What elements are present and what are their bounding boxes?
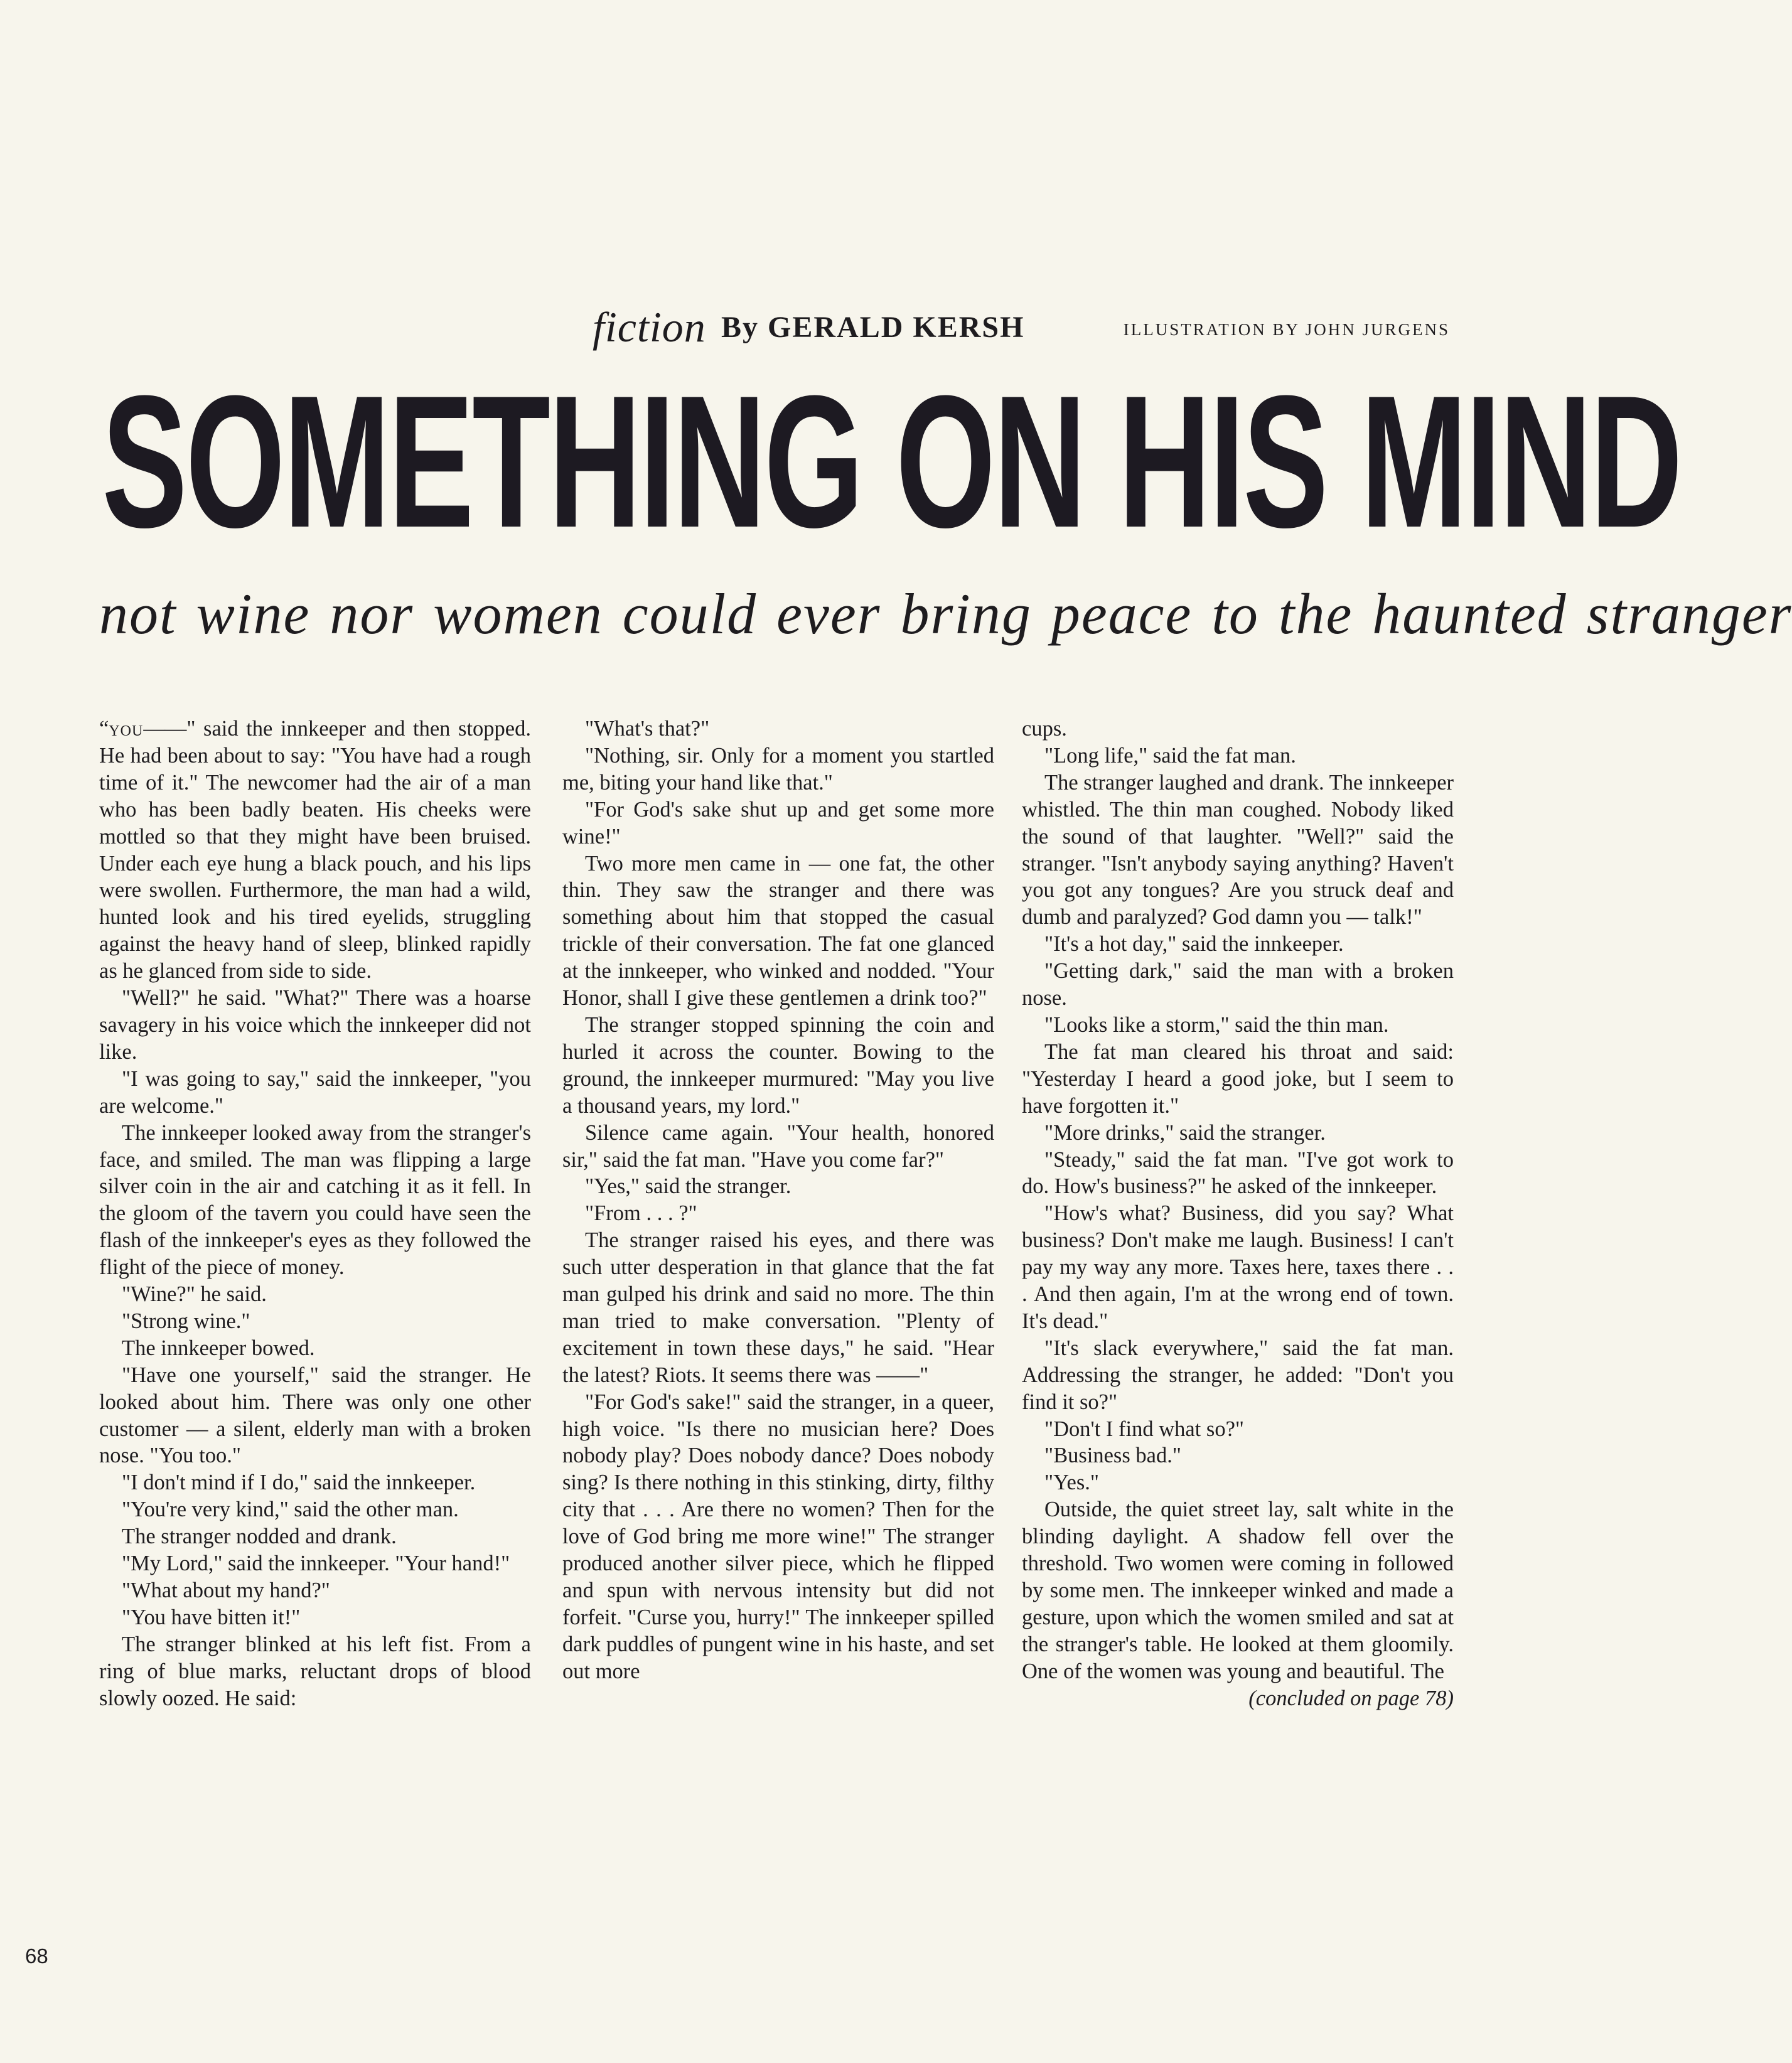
page-number: 68	[25, 1944, 48, 1968]
paragraph: "More drinks," said the stranger.	[1044, 1120, 1326, 1145]
paragraph: "How's what? Business, did you say? What business? Don't make me laugh. Business! I can't pay my way any more. Taxes here, taxes there . . . And then again, I'm at the wrong end of town. It's dead."	[1022, 1201, 1454, 1333]
headline-container	[0, 356, 1681, 567]
paragraph: "You have bitten it!"	[122, 1605, 301, 1629]
paragraph: The innkeeper looked away from the stranger's face, and smiled. The man was flipping a large silver coin in the air and catching it as it fell. In the gloom of the tavern you could have seen the flash of the innkeeper's eyes as they followed the flight of the piece of money.	[99, 1120, 531, 1280]
paragraph: "It's slack everywhere," said the fat man. Addressing the stranger, he added: "Don't you find it so?"	[1022, 1336, 1454, 1414]
paragraph: The innkeeper bowed.	[122, 1336, 315, 1360]
paragraph: "What about my hand?"	[122, 1578, 330, 1602]
paragraph: "I was going to say," said the innkeeper, "you are welcome."	[99, 1066, 531, 1118]
paragraph-continuation: cups.	[1022, 717, 1067, 741]
continued-note: (concluded on page 78)	[1248, 1686, 1454, 1710]
paragraph: "Well?" he said. "What?" There was a hoarse savagery in his voice which the innkeeper did not like.	[99, 986, 531, 1064]
paragraph: "Don't I find what so?"	[1044, 1417, 1244, 1441]
paragraph: The stranger raised his eyes, and there was such utter desperation in that glance that the fat man gulped his drink and said no more. The thin man tried to make conversation. "Plenty of excitement in town these days," he said. "Hear the latest? Riots. It seems there was ——"	[562, 1228, 994, 1387]
paragraph: Two more men came in — one fat, the other thin. They saw the stranger and there was something about him that stopped the casual trickle of their conversation. The fat one glanced at the innkeeper, who winked and nodded. "Your Honor, shall I give these gentlemen a drink too?"	[562, 851, 994, 1010]
paragraph: Outside, the quiet street lay, salt white in the blinding daylight. A shadow fell over the threshold. Two women were coming in followed by some men. The innkeeper winked and made a gesture, upon which the women smiled and sat at the stranger's table. He looked at them gloomily. One of the women was young and beautiful. The	[1022, 1498, 1454, 1683]
paragraph: "For God's sake!" said the stranger, in a queer, high voice. "Is there no musician here? Does nobody play? Does nobody dance? Does nobody sing? Is there nothing in this stinking, dirty, filthy city that . . . Are there no women? Then for the love of God bring me more wine!" The stranger produced another silver piece, which he flipped and spun with nervous intensity but did not forfeit. "Curse you, hurry!" The innkeeper spilled dark puddles of pungent wine in his haste, and set out more	[562, 1390, 994, 1683]
paragraph: "From . . . ?"	[585, 1201, 697, 1226]
paragraph: The stranger laughed and drank. The innkeeper whistled. The thin man coughed. Nobody liked the sound of that laughter. "Well?" said the stranger. "Isn't anybody saying anything? Haven't you got any tongues? Are you struck deaf and dumb and paralyzed? God damn you — talk!"	[1022, 770, 1454, 930]
headline: SOMETHING ON HIS MIND	[102, 356, 1681, 567]
column-2	[562, 715, 994, 1685]
lead-text: ——" said the innkeeper and then stopped. He had been about to say: "You have had a rough time of it." The newcomer had the air of a man who has been badly beaten. His cheeks were mottled so that they might have been bruised. Under each eye hung a black pouch, and his lips were swollen. Furthermore, the man had a wild, hunted look and his tired eyelids, struggling against the heavy hand of sleep, blinked rapidly as he glanced from side to side.	[99, 717, 531, 983]
paragraph: "Getting dark," said the man with a broken nose.	[1022, 959, 1454, 1010]
illustration-credit: ILLUSTRATION BY JOHN JURGENS	[1123, 320, 1450, 339]
lead-paragraph: “you——" said the innkeeper and then stopped. He had been about to say: "You have had a rough time of it." The newcomer had the air of a man who has been badly beaten. His cheeks were mottled so that they might have been bruised. Under each eye hung a black pouch, and his lips were swollen. Furthermore, the man had a wild, hunted look and his tired eyelids, struggling against the heavy hand of sleep, blinked rapidly as he glanced from side to side.	[99, 717, 531, 983]
paragraph: The stranger blinked at his left fist. From a ring of blue marks, reluctant drops of blood slowly oozed. He said:	[99, 1632, 531, 1710]
paragraph: "My Lord," said the innkeeper. "Your hand!"	[122, 1551, 510, 1576]
paragraph: "Wine?" he said.	[122, 1282, 267, 1307]
deck: not wine nor women could ever bring peace to the haunted stranger	[99, 582, 1792, 646]
paragraph: "Yes."	[1044, 1471, 1099, 1495]
paragraph: "Nothing, sir. Only for a moment you startled me, biting your hand like that."	[562, 743, 994, 795]
paragraph: "I don't mind if I do," said the innkeeper.	[122, 1471, 476, 1495]
paragraph: "Strong wine."	[122, 1309, 250, 1333]
paragraph: "Business bad."	[1044, 1444, 1181, 1468]
paragraph: Silence came again. "Your health, honored sir," said the fat man. "Have you come far?"	[562, 1120, 994, 1172]
paragraph: "Have one yourself," said the stranger. He looked about him. There was only one other customer — a silent, elderly man with a broken nose. "You too."	[99, 1363, 531, 1468]
paragraph: The stranger stopped spinning the coin and hurled it across the counter. Bowing to the ground, the innkeeper murmured: "May you live a thousand years, my lord."	[562, 1012, 994, 1118]
paragraph: "Steady," said the fat man. "I've got work to do. How's business?" he asked of the innkeeper.	[1022, 1147, 1454, 1199]
section-label: fiction	[593, 303, 706, 351]
paragraph: "It's a hot day," said the innkeeper.	[1044, 932, 1344, 956]
paragraph: The stranger nodded and drank.	[122, 1524, 397, 1549]
column-3	[1022, 715, 1454, 1712]
lead-word: you	[109, 717, 144, 741]
paragraph: The fat man cleared his throat and said: "Yesterday I heard a good joke, but I seem to have forgotten it."	[1022, 1039, 1454, 1118]
paragraph: "What's that?"	[585, 717, 710, 741]
author-credit: By GERALD KERSH	[721, 311, 1025, 344]
paragraph: "Looks like a storm," said the thin man.	[1044, 1012, 1389, 1037]
byline	[593, 303, 1450, 353]
paragraph: "For God's sake shut up and get some more wine!"	[562, 797, 994, 849]
paragraph: "Long life," said the fat man.	[1044, 743, 1296, 768]
paragraph: "Yes," said the stranger.	[585, 1174, 791, 1199]
paragraph: "You're very kind," said the other man.	[122, 1498, 459, 1522]
column-1	[99, 715, 531, 1712]
